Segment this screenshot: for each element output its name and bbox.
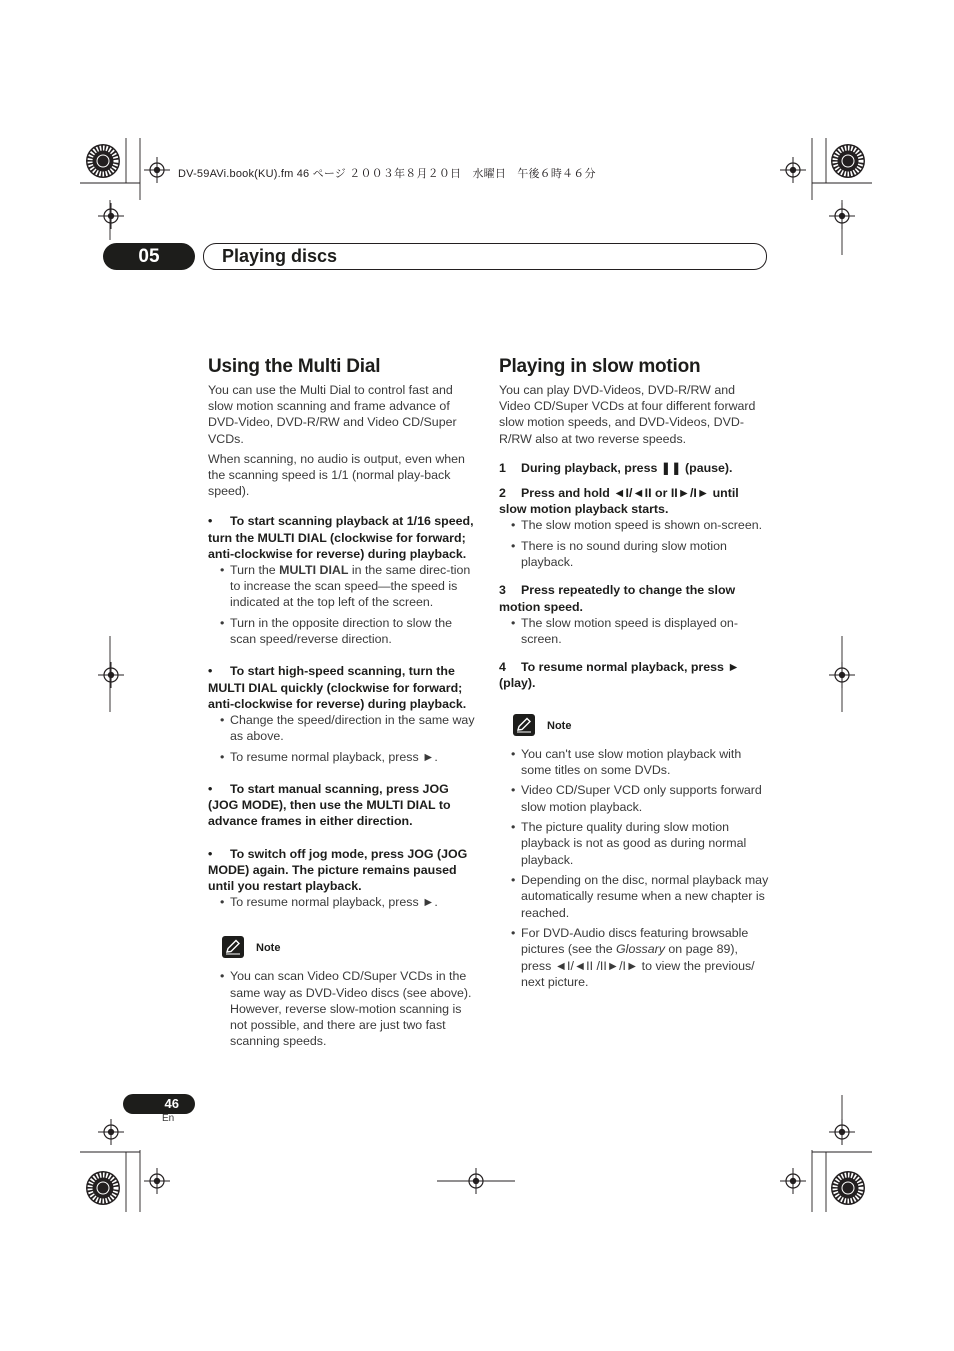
right-column	[499, 355, 769, 994]
chapter-number-badge: 05	[103, 243, 195, 270]
list-item	[208, 562, 480, 611]
list-item: • The slow motion speed is shown on-screen.	[499, 517, 769, 533]
step-instruction	[208, 846, 480, 895]
page-language: En	[162, 1113, 175, 1124]
step-instruction	[208, 513, 480, 562]
intro-paragraph: When scanning, no audio is output, even when the scanning speed is 1/1 (normal play-back speed).	[208, 451, 465, 499]
step-detail-list	[208, 712, 480, 765]
step-text: To resume normal playback, press ► (play).	[499, 660, 740, 691]
step-detail-list	[208, 894, 480, 910]
step-detail-list	[208, 562, 480, 647]
list-item-emphasis: MULTI DIAL	[279, 563, 349, 578]
note-label: Note	[547, 719, 572, 732]
step-number: 2	[499, 486, 506, 501]
step-number: 4	[499, 660, 506, 675]
step-bullet: •	[208, 846, 213, 861]
list-item: • There is no sound during slow motion playback.	[499, 538, 769, 570]
list-item: • Depending on the disc, normal playback may automatically resume when a new chapter is reached.	[499, 872, 769, 921]
note-list	[208, 968, 480, 1049]
list-item: • You can't use slow motion playback with some titles on some DVDs.	[499, 746, 769, 778]
pencil-note-icon	[513, 714, 535, 736]
list-item-text: Turn the	[230, 563, 280, 578]
step-instruction	[208, 663, 480, 712]
note-list	[499, 746, 769, 990]
left-column	[208, 355, 480, 1054]
step-text: Press repeatedly to change the slow motion speed.	[499, 583, 736, 614]
chapter-title: Playing discs	[222, 246, 338, 266]
section-heading-slow-motion: Playing in slow motion	[499, 356, 701, 377]
note-header	[513, 714, 769, 740]
step-detail-list	[499, 615, 769, 647]
step-instruction	[208, 781, 480, 830]
step-text: To start manual scanning, press JOG (JOG MODE), then use the MULTI DIAL to advance frames in either direction.	[208, 782, 451, 829]
step-text: Press and hold ◄I/◄II or II►/I► until slow motion playback starts.	[499, 486, 739, 517]
step-instruction	[499, 460, 769, 476]
list-item: • To resume normal playback, press ►.	[208, 749, 480, 765]
list-item-text: on page 89), press ◄I/◄II /II►/I► to view the previous/ next picture.	[521, 942, 755, 989]
list-item-text: in the same direc-tion to increase the scan speed—the speed is indicated at the top left of the screen.	[230, 563, 471, 610]
step-text: During playback, press ❚❚ (pause).	[521, 460, 733, 475]
step-bullet: •	[208, 782, 213, 797]
step-text: To start scanning playback at 1/16 speed, turn the MULTI DIAL (clockwise for forward; anti-clockwise for reverse) during playback.	[208, 514, 474, 561]
note-header	[222, 936, 480, 962]
list-item: • Video CD/Super VCD only supports forward slow motion playback.	[499, 782, 769, 814]
step-instruction	[499, 485, 769, 517]
list-item: • Turn in the opposite direction to slow the scan speed/reverse direction.	[208, 615, 480, 647]
glossary-reference: Glossary	[616, 942, 665, 957]
page-number-badge: 46	[123, 1094, 195, 1114]
note-label: Note	[256, 942, 281, 955]
list-item: • You can scan Video CD/Super VCDs in the same way as DVD-Video discs (see above). However, reverse slow-motion scanning is not possible, and there are just two fast scanning speeds.	[208, 968, 480, 1049]
print-file-header: DV-59AVi.book(KU).fm 46 ページ ２００３年８月２０日 水曜日 午後６時４６分	[178, 168, 596, 180]
pencil-note-icon	[222, 936, 244, 958]
step-number: 3	[499, 583, 506, 598]
list-item: • To resume normal playback, press ►.	[208, 894, 480, 910]
step-number: 1	[499, 460, 506, 475]
section-heading-multi-dial: Using the Multi Dial	[208, 356, 381, 377]
list-item: • Change the speed/direction in the same way as above.	[208, 712, 480, 744]
step-bullet: •	[208, 664, 213, 679]
list-item: • The picture quality during slow motion playback is not as good as during normal playback.	[499, 819, 769, 868]
step-text: To switch off jog mode, press JOG (JOG MODE) again. The picture remains paused until you restart playback.	[208, 846, 468, 894]
list-item: • The slow motion speed is displayed on-screen.	[499, 615, 769, 647]
list-item	[499, 925, 769, 990]
step-bullet: •	[208, 514, 213, 529]
step-text: To start high-speed scanning, turn the MULTI DIAL quickly (clockwise for forward; anti-clockwise for reverse) during playback.	[208, 664, 467, 711]
intro-paragraph: You can use the Multi Dial to control fast and slow motion scanning and frame advance of DVD-Video, DVD-R/RW and Video CD/Super VCDs.	[208, 383, 457, 446]
step-detail-list	[499, 517, 769, 570]
step-instruction	[499, 582, 769, 614]
chapter-title-bar	[203, 243, 767, 270]
list-item-text: For DVD-Audio discs featuring browsable pictures (see the	[521, 926, 749, 957]
step-instruction	[499, 659, 769, 691]
intro-paragraph: You can play DVD-Videos, DVD-R/RW and Video CD/Super VCDs at four different forward slow motion speeds, and DVD-Videos, DVD-R/RW also at two reverse speeds.	[499, 383, 756, 446]
